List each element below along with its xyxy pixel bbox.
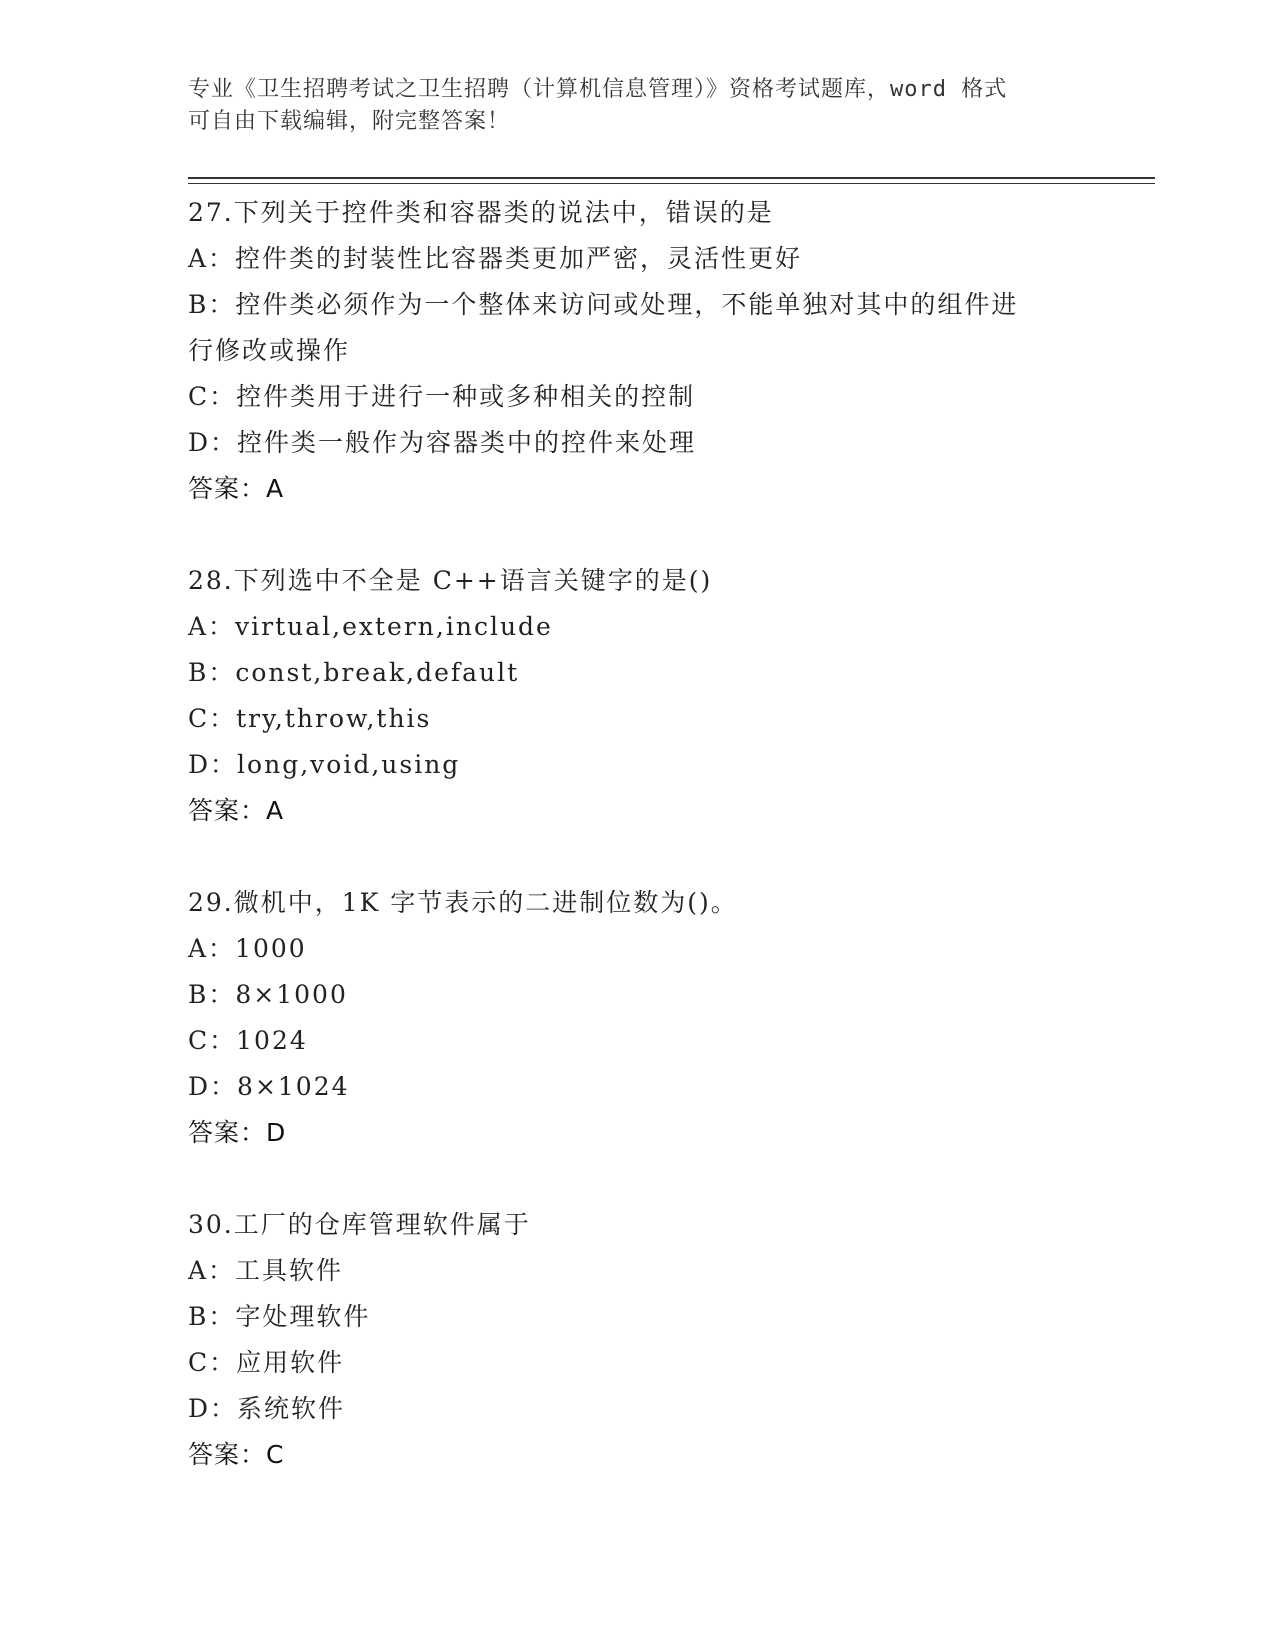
question-29 xyxy=(188,880,1088,1156)
question-30 xyxy=(188,1202,1088,1478)
option-c: C：控件类用于进行一种或多种相关的控制 xyxy=(188,382,696,411)
option-d: D：8×1024 xyxy=(188,1072,350,1101)
question-27 xyxy=(188,190,1088,512)
question-stem: 27.下列关于控件类和容器类的说法中，错误的是 xyxy=(188,198,774,227)
option-c: C：1024 xyxy=(188,1026,308,1055)
question-stem: 28.下列选中不全是 C++语言关键字的是() xyxy=(188,566,713,595)
question-stem: 29.微机中，1K 字节表示的二进制位数为()。 xyxy=(188,888,738,917)
option-c: C：try,throw,this xyxy=(188,704,432,733)
option-d: D：系统软件 xyxy=(188,1394,346,1423)
answer-label: 答案：A xyxy=(188,474,285,503)
header-divider-thick xyxy=(188,177,1155,179)
answer-label: 答案：D xyxy=(188,1118,287,1147)
header-line-2: 可自由下载编辑，附完整答案！ xyxy=(188,109,511,134)
header-divider-thin xyxy=(188,183,1155,184)
option-c: C：应用软件 xyxy=(188,1348,345,1377)
option-b: B：const,break,default xyxy=(188,658,520,687)
question-stem: 30.工厂的仓库管理软件属于 xyxy=(188,1210,531,1239)
option-b: B：字处理软件 xyxy=(188,1302,371,1331)
option-b-continued: 行修改或操作 xyxy=(188,336,351,365)
question-list xyxy=(188,190,1088,1524)
option-b: B：8×1000 xyxy=(188,980,348,1009)
header-line-1: 专业《卫生招聘考试之卫生招聘（计算机信息管理）》资格考试题库，word 格式 xyxy=(188,77,1008,102)
answer-label: 答案：C xyxy=(188,1440,285,1469)
option-a: A：1000 xyxy=(188,934,307,963)
answer-label: 答案：A xyxy=(188,796,285,825)
option-a: A：控件类的封装性比容器类更加严密，灵活性更好 xyxy=(188,244,803,273)
document-header xyxy=(188,74,1088,138)
option-a: A：工具软件 xyxy=(188,1256,344,1285)
option-b: B：控件类必须作为一个整体来访问或处理，不能单独对其中的组件进 xyxy=(188,290,1019,319)
option-d: D：控件类一般作为容器类中的控件来处理 xyxy=(188,428,697,457)
option-a: A：virtual,extern,include xyxy=(188,612,553,641)
option-d: D：long,void,using xyxy=(188,750,461,779)
question-28 xyxy=(188,558,1088,834)
